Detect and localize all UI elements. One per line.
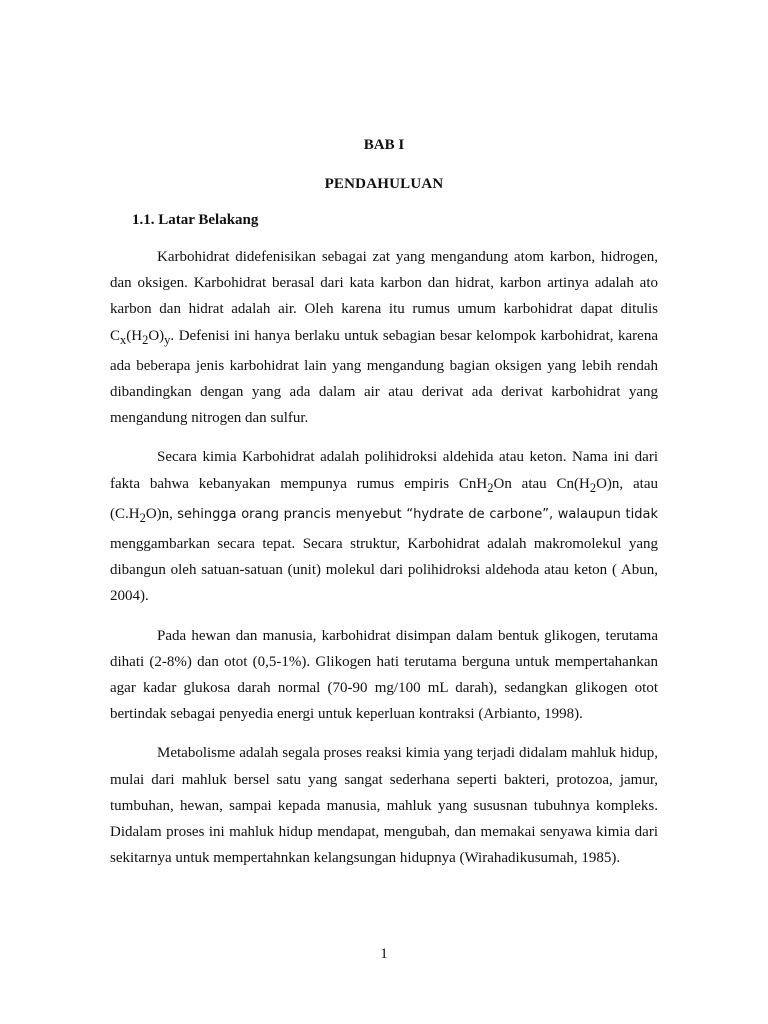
formula-subscript-x: x (120, 332, 127, 347)
formula-o: O) (148, 327, 165, 344)
subscript-2-a: 2 (487, 480, 494, 495)
formula-h: (H (126, 327, 143, 344)
section-heading: 1.1. Latar Belakang (132, 212, 259, 228)
paragraph-2-text-c: O)n, atau (C.H (110, 475, 658, 522)
chapter-title: PENDAHULUAN (324, 176, 444, 192)
subscript-2-b: 2 (589, 480, 597, 495)
formula-subscript-2: 2 (142, 332, 149, 347)
paragraph-2-text-a: Secara kimia Karbohidrat adalah polihidroksi aldehida atau keton. Nama ini dari fakta bahwa kebanyakan mempunya rumus empiris CnH (110, 449, 658, 492)
paragraph-1-tail: . Defenisi ini hanya berlaku untuk sebagian besar kelompok karbohidrat, karena ada beberapa jenis karbohidrat lain yang mengandung bagian oksigen yang lebih rendah dibandingkan dengan yang ada dalam air atau derivat ada derivat karbohidrat yang mengandung nitrogen dan sulfur. (110, 327, 658, 427)
chapter-number: BAB I (363, 137, 405, 153)
paragraph-2-text-b: On atau Cn(H (493, 475, 590, 492)
paragraph-2-text-d: O)n, (145, 505, 178, 522)
paragraph-1-text: Karbohidrat didefenisikan sebagai zat yang mengandung atom karbon, hidrogen, dan oksigen. Karbohidrat berasal dari kata karbon dan hidrat, karbon artinya adalah ato karbon dan hidrat adalah air. Oleh karena itu rumus umum karbohidrat dapat ditulis (110, 249, 658, 318)
paragraph-3: Pada hewan dan manusia, karbohidrat disimpan dalam bentuk glikogen, terutama dihati (2-8%) dan otot (0,5-1%). Glikogen hati terutama berguna untuk mempertahankan agar kadar glukosa darah normal (70-90 mg/100 mL darah), sedangkan glikogen otot bertindak sebagai penyedia energi untuk keperluan kontraksi (Arbianto, 1998). (110, 627, 658, 723)
body-text (110, 244, 658, 884)
formula-c: C (110, 327, 121, 344)
subscript-2-c: 2 (139, 510, 146, 525)
paragraph-1 (110, 244, 658, 431)
paragraph-2-text-e: menggambarkan secara tepat. Secara struktur, Karbohidrat adalah makromolekul yang dibangun oleh satuan-satuan (unit) molekul dari polihidroksi aldehoda atau keton ( Abun, 2004). (110, 536, 658, 605)
paragraph-2-alt-font-run: sehingga orang prancis menyebut “hydrate de carbone”, walaupun tidak (177, 506, 659, 522)
paragraph-2 (110, 444, 658, 609)
formula-subscript-y: y (164, 332, 171, 347)
paragraph-4: Metabolisme adalah segala proses reaksi kimia yang terjadi didalam mahluk hidup, mulai dari mahluk bersel satu yang sangat sederhana seperti bakteri, protozoa, jamur, tumbuhan, hewan, sampai kepada manusia, mahluk yang sususnan tubuhnya kompleks. Didalam proses ini mahluk hidup mendapat, mengubah, dan memakai senyawa kimia dari sekitarnya untuk mempertahnkan kelangsungan hidupnya (Wirahadikusumah, 1985). (110, 745, 658, 867)
page-number: 1 (380, 946, 388, 962)
